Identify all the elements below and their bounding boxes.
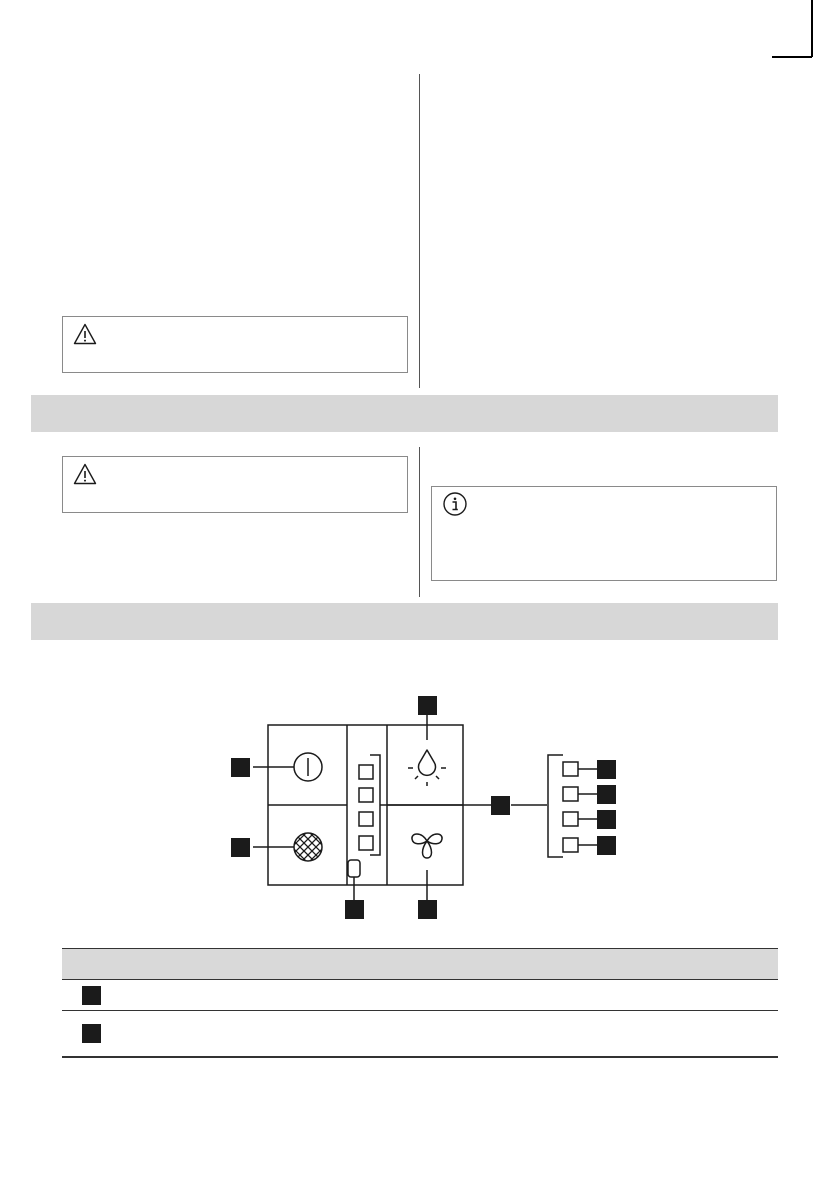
level-square xyxy=(563,787,578,801)
small-indicator xyxy=(348,860,360,877)
level-square xyxy=(563,838,578,852)
callout-marker xyxy=(345,900,364,919)
callout-marker xyxy=(597,836,616,855)
callout-marker xyxy=(597,785,616,804)
indicator-square xyxy=(359,765,373,779)
level-square xyxy=(563,762,578,776)
callout-marker xyxy=(231,758,250,777)
callout-marker xyxy=(597,760,616,779)
indicator-square xyxy=(359,812,373,826)
fan-icon xyxy=(412,834,442,858)
callout-marker xyxy=(418,900,437,919)
callout-marker xyxy=(597,810,616,829)
light-bulb-icon xyxy=(419,750,436,775)
callout-marker xyxy=(231,838,250,857)
callout-marker xyxy=(491,796,510,815)
table-bottom-rule xyxy=(62,1056,778,1058)
table-row-marker xyxy=(82,1024,101,1043)
indicator-square xyxy=(359,788,373,802)
indicator-square xyxy=(359,836,373,850)
table-row-divider xyxy=(62,1010,778,1011)
table-header xyxy=(62,948,778,980)
level-square xyxy=(563,812,578,826)
callout-marker xyxy=(418,696,437,715)
table-row-marker xyxy=(82,986,101,1005)
grease-filter-icon xyxy=(280,827,336,875)
